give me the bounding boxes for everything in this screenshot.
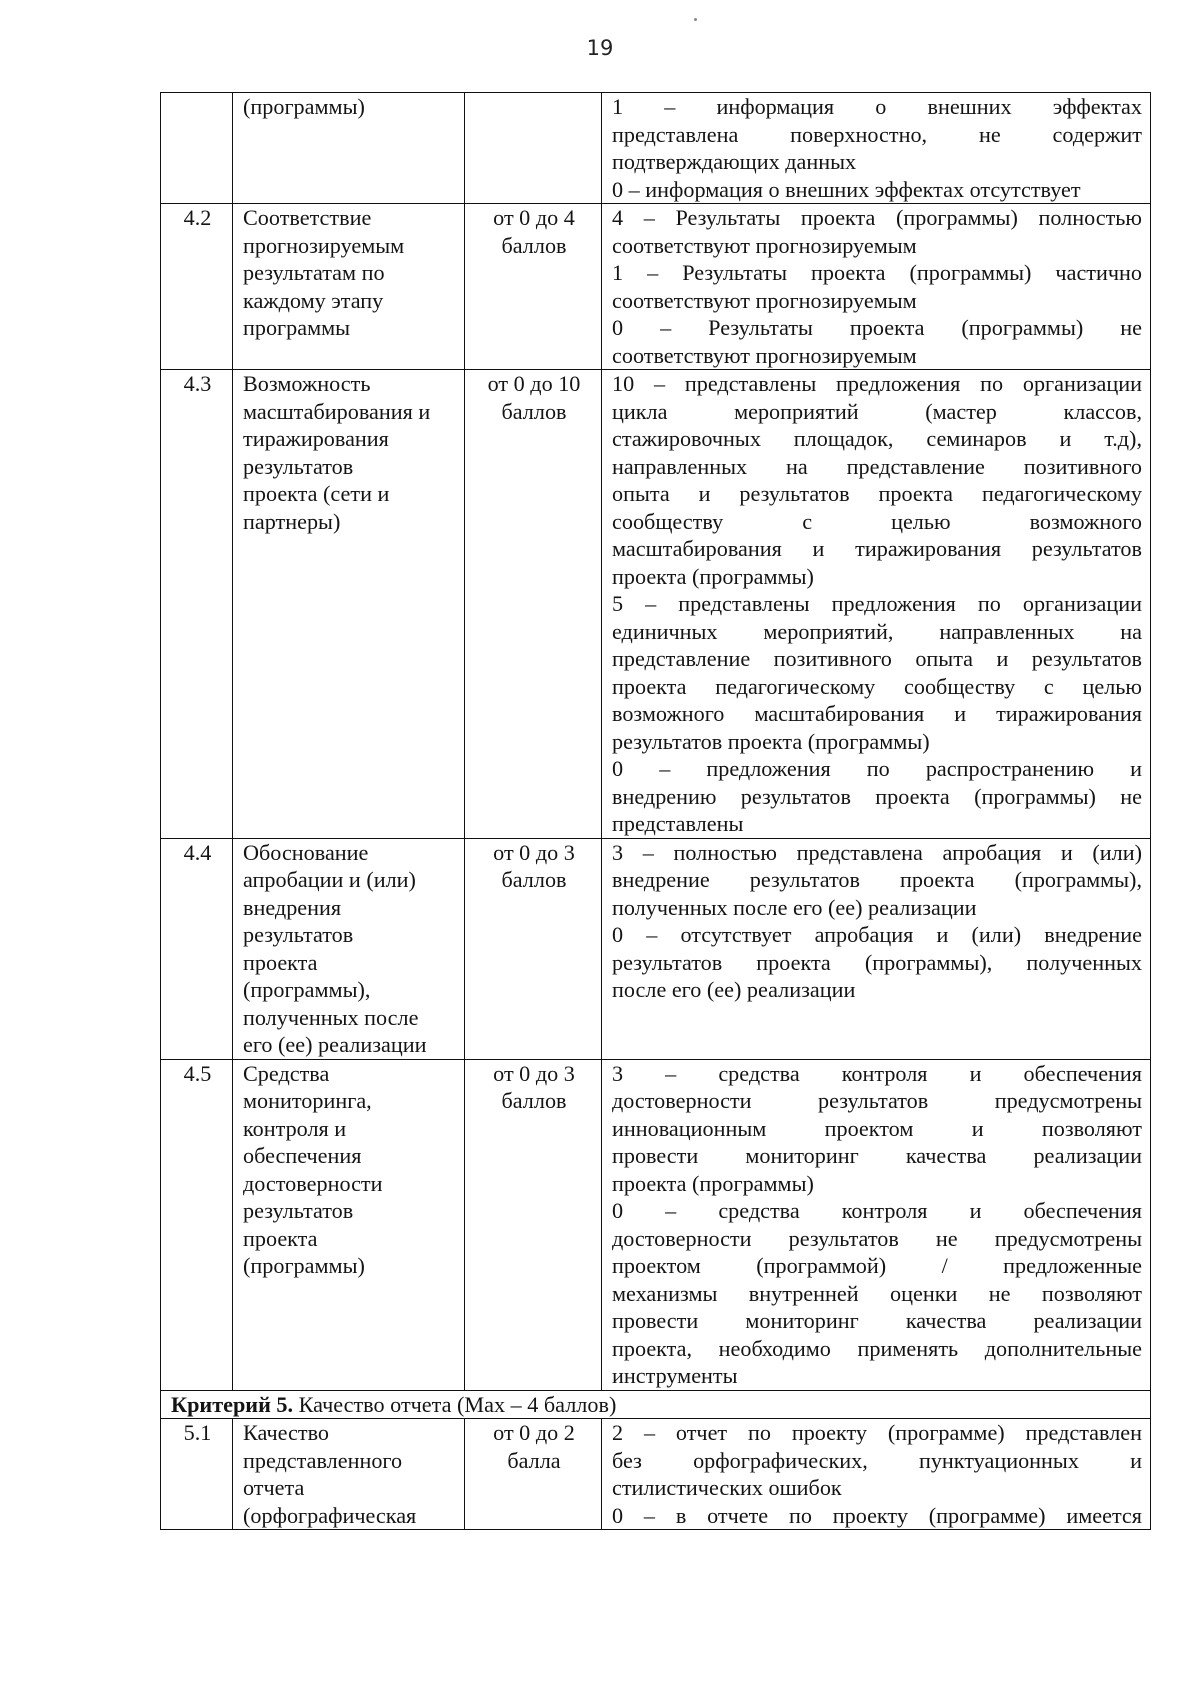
description-line: единичных мероприятий, направленных на — [612, 618, 1142, 644]
description-line: проекта педагогическому сообществу с целью — [612, 673, 1142, 699]
criteria-table-body — [161, 93, 1151, 1530]
description-line: проекта (программы) — [612, 563, 814, 589]
description-line: опыта и результатов проекта педагогическому — [612, 481, 1142, 506]
description-line: представлена поверхностно, не содержит — [612, 121, 1142, 147]
scoring-description — [602, 204, 1151, 370]
score-range-line: от 0 до 2 — [493, 1420, 575, 1445]
indicator-name-line: обеспечения — [243, 1143, 362, 1168]
table-row-5-1 — [161, 1419, 1151, 1530]
description-line: цикла мероприятий (мастер классов, — [612, 398, 1142, 424]
item-number: 5.1 — [161, 1419, 233, 1530]
description-line: возможного масштабирования и тиражирования — [612, 701, 1142, 726]
score-range-line: баллов — [501, 1088, 567, 1113]
indicator-name-line: каждому этапу — [243, 287, 384, 313]
description-line: полученных после его (ее) реализации — [612, 894, 977, 920]
indicator-name-line: результатам по — [243, 260, 385, 285]
scoring-description — [602, 838, 1151, 1059]
score-range-line: от 0 до 4 — [493, 205, 575, 230]
indicator-name-line: его (ее) реализации — [243, 1032, 427, 1057]
description-line: 0 – информация о внешних эффектах отсутствует — [612, 176, 1081, 202]
description-line: направленных на представление позитивного — [612, 453, 1142, 479]
indicator-name-line: апробации и (или) — [243, 867, 416, 892]
score-range — [465, 93, 602, 204]
description-line: 1 – Результаты проекта (программы) частично — [612, 260, 1142, 285]
score-range-line: от 0 до 10 — [487, 371, 581, 396]
score-range-line: балла — [507, 1447, 561, 1473]
indicator-name-line: проекта — [243, 949, 318, 975]
indicator-name-line: результатов — [243, 453, 354, 479]
description-line: проекта, необходимо применять дополнительные — [612, 1335, 1142, 1361]
score-range — [465, 370, 602, 839]
indicator-name-line: Средства — [243, 1060, 330, 1086]
indicator-name-line: (программы) — [243, 94, 365, 119]
score-range — [465, 1419, 602, 1530]
description-line: механизмы внутренней оценки не позволяют — [612, 1280, 1142, 1306]
indicator-name — [233, 370, 465, 839]
score-range-line: от 0 до 3 — [493, 1060, 575, 1086]
description-line: 0 – средства контроля и обеспечения — [612, 1198, 1142, 1223]
item-number: 4.5 — [161, 1059, 233, 1390]
description-line: представление позитивного опыта и результатов — [612, 646, 1142, 671]
description-line: масштабирования и тиражирования результатов — [612, 536, 1142, 561]
description-line: 2 – отчет по проекту (программе) представлен — [612, 1420, 1142, 1445]
score-range — [465, 204, 602, 370]
indicator-name — [233, 204, 465, 370]
indicator-name-line: (программы), — [243, 977, 371, 1002]
description-line: после его (ее) реализации — [612, 977, 856, 1002]
description-line: подтверждающих данных — [612, 149, 857, 174]
item-number — [161, 93, 233, 204]
description-line: 0 – Результаты проекта (программы) не — [612, 315, 1142, 340]
description-line: провести мониторинг качества реализации — [612, 1308, 1142, 1333]
indicator-name-line: масштабирования и — [243, 398, 431, 424]
description-line: достоверности результатов предусмотрены — [612, 1088, 1142, 1113]
description-line: инновационным проектом и позволяют — [612, 1115, 1142, 1141]
indicator-name-line: результатов — [243, 1198, 354, 1223]
indicator-name-line: Качество — [243, 1420, 329, 1445]
indicator-name-line: (программы) — [243, 1253, 365, 1278]
description-line: сообществу с целью возможного — [612, 508, 1142, 534]
table-row — [161, 1059, 1151, 1390]
description-line: инструменты — [612, 1363, 738, 1388]
indicator-name-line: контроля и — [243, 1115, 347, 1141]
description-line: соответствуют прогнозируемым — [612, 342, 917, 368]
criterion-5-header-row — [161, 1390, 1151, 1419]
indicator-name-line: Соответствие — [243, 205, 372, 230]
indicator-name-line: мониторинга, — [243, 1088, 372, 1113]
description-line: внедрение результатов проекта (программы), — [612, 867, 1142, 892]
description-line: представлены — [612, 811, 744, 836]
description-line: стилистических ошибок — [612, 1475, 842, 1500]
criteria-table — [160, 92, 1151, 1530]
description-line: 3 – полностью представлена апробация и (или) — [612, 839, 1142, 865]
item-number: 4.3 — [161, 370, 233, 839]
description-line: внедрению результатов проекта (программы) не — [612, 783, 1142, 809]
description-line: проектом (программой) / предложенные — [612, 1253, 1142, 1278]
indicator-name-line: Возможность — [243, 371, 371, 396]
table-row — [161, 93, 1151, 204]
table-row — [161, 204, 1151, 370]
page-number: 19 — [586, 36, 614, 60]
indicator-name-line: результатов — [243, 922, 354, 947]
indicator-name-line: внедрения — [243, 894, 342, 920]
scoring-description — [602, 370, 1151, 839]
indicator-name-line: программы — [243, 315, 351, 340]
score-range — [465, 1059, 602, 1390]
description-line: достоверности результатов не предусмотрены — [612, 1225, 1142, 1251]
indicator-name-line: партнеры) — [243, 508, 341, 534]
indicator-name-line: проекта (сети и — [243, 481, 390, 506]
description-line: 5 – представлены предложения по организации — [612, 591, 1142, 616]
description-line: 0 – в отчете по проекту (программе) имеется — [612, 1502, 1142, 1528]
table-row — [161, 838, 1151, 1059]
item-number: 4.2 — [161, 204, 233, 370]
description-line: стажировочных площадок, семинаров и т.д), — [612, 426, 1142, 451]
indicator-name-line: прогнозируемым — [243, 232, 405, 258]
description-line: проекта (программы) — [612, 1170, 814, 1196]
score-range-line: баллов — [501, 398, 567, 424]
scoring-description — [602, 1059, 1151, 1390]
indicator-name — [233, 838, 465, 1059]
indicator-name-line: представленного — [243, 1447, 403, 1473]
indicator-name-line: достоверности — [243, 1170, 383, 1196]
indicator-name — [233, 1059, 465, 1390]
description-line: результатов проекта (программы) — [612, 728, 930, 754]
description-line: 0 – отсутствует апробация и (или) внедрение — [612, 922, 1142, 947]
indicator-name — [233, 1419, 465, 1530]
score-range-line: баллов — [501, 867, 567, 892]
description-line: 0 – предложения по распространению и — [612, 756, 1142, 781]
indicator-name-line: проекта — [243, 1225, 318, 1251]
scoring-description — [602, 93, 1151, 204]
table-row — [161, 370, 1151, 839]
description-line: без орфографических, пунктуационных и — [612, 1447, 1142, 1473]
description-line: провести мониторинг качества реализации — [612, 1143, 1142, 1168]
description-line: 4 – Результаты проекта (программы) полностью — [612, 205, 1142, 230]
indicator-name-line: Обоснование — [243, 839, 369, 865]
description-line: 10 – представлены предложения по организации — [612, 371, 1142, 396]
description-line: 1 – информация о внешних эффектах — [612, 94, 1142, 119]
score-range-line: от 0 до 3 — [493, 839, 575, 865]
indicator-name — [233, 93, 465, 204]
indicator-name-line: тиражирования — [243, 426, 389, 451]
item-number: 4.4 — [161, 838, 233, 1059]
criterion-5-title: Качество отчета (Max – 4 баллов) — [293, 1391, 617, 1417]
score-range-line: баллов — [501, 232, 567, 258]
scan-speck — [694, 18, 697, 21]
description-line: результатов проекта (программы), полученных — [612, 949, 1142, 975]
description-line: 3 – средства контроля и обеспечения — [612, 1060, 1142, 1086]
indicator-name-line: отчета — [243, 1475, 305, 1500]
indicator-name-line: полученных после — [243, 1004, 419, 1030]
criterion-5-label: Критерий 5. — [171, 1391, 294, 1417]
indicator-name-line: (орфографическая — [243, 1502, 417, 1528]
description-line: соответствуют прогнозируемым — [612, 232, 917, 258]
description-line: соответствуют прогнозируемым — [612, 287, 917, 313]
score-range — [465, 838, 602, 1059]
criterion-5-header — [161, 1390, 1151, 1419]
scoring-description — [602, 1419, 1151, 1530]
